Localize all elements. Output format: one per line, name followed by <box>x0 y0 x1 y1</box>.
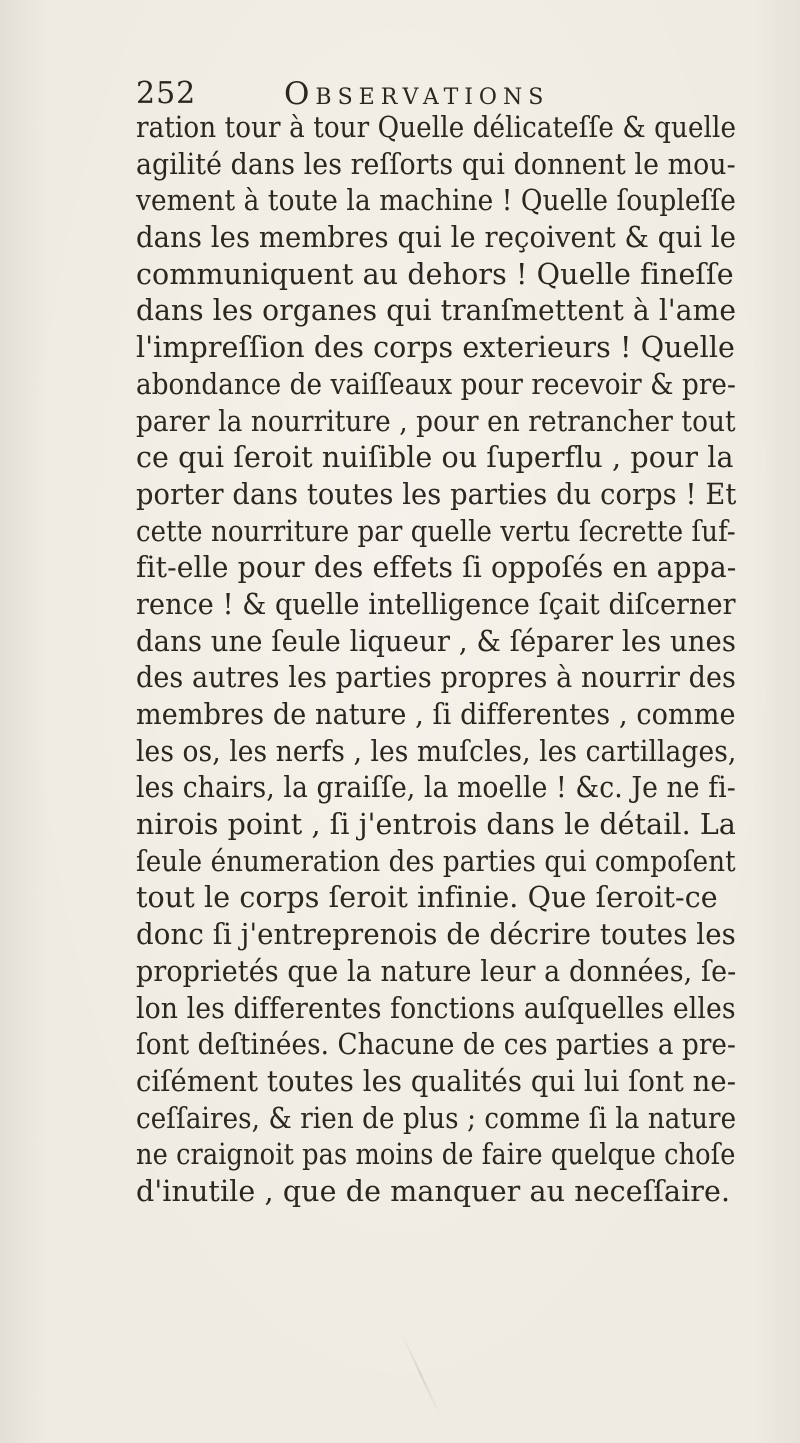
text-line: des autres les parties propres à nourrir des <box>136 661 736 695</box>
text-line: communiquent au dehors ! Quelle fineſſe <box>136 257 734 291</box>
text-line: cette nourriture par quelle vertu ſecrette ſuf- <box>136 514 736 548</box>
text-line: rence ! & quelle intelligence ſçait diſcerner <box>136 587 736 621</box>
text-line: ciſément toutes les qualités qui lui ſont ne- <box>136 1064 737 1098</box>
page-number: 252 <box>136 76 197 111</box>
text-line: ſont deſtinées. Chacune de ces parties a pre- <box>136 1028 736 1062</box>
text-line: les os, les nerfs , les muſcles, les cartillages, <box>136 734 737 768</box>
text-line: proprietés que la nature leur a données, ſe- <box>136 954 737 988</box>
paper-mark <box>401 1334 441 1416</box>
running-head: Observations <box>284 76 550 112</box>
text-line: agilité dans les reſſorts qui donnent le mou- <box>136 147 736 181</box>
text-line: d'inutile , que de manquer au neceſſaire. <box>136 1174 731 1208</box>
page-header <box>136 72 676 112</box>
body-text <box>136 110 736 1211</box>
text-line: vement à toute la machine ! Quelle ſoupleſſe <box>136 184 736 218</box>
text-line: ce qui ſeroit nuiſible ou ſuperflu , pour la <box>136 441 734 475</box>
text-line: fit-elle pour des effets ſi oppoſés en appa- <box>136 551 737 585</box>
text-line: parer la nourriture , pour en retrancher tout <box>136 404 736 438</box>
text-line: abondance de vaiſſeaux pour recevoir & pre- <box>136 367 736 401</box>
text-line: ration tour à tour Quelle délicateſſe & quelle <box>136 111 737 144</box>
text-line: nirois point , ſi j'entrois dans le détail. La <box>136 808 736 842</box>
text-line: porter dans toutes les parties du corps ! Et <box>136 477 737 511</box>
text-line: ſeule énumeration des parties qui compoſent <box>136 844 736 878</box>
text-line: dans les organes qui tranſmettent à l'ame <box>136 294 737 328</box>
text-line: ne craignoit pas moins de faire quelque choſe <box>136 1138 736 1172</box>
text-line: donc ſi j'entreprenois de décrire toutes les <box>136 918 736 952</box>
text-line: lon les differentes fonctions auſquelles elles <box>136 991 736 1025</box>
text-line: dans les membres qui le reçoivent & qui le <box>136 221 737 255</box>
text-line: dans une ſeule liqueur , & ſéparer les unes <box>136 624 736 658</box>
text-line: les chairs, la graiſſe, la moelle ! &c. Je ne fi- <box>136 771 736 805</box>
text-line: tout le corps ſeroit infinie. Que ſeroit-ce <box>136 881 718 915</box>
text-line: l'impreſſion des corps exterieurs ! Quelle <box>136 331 735 365</box>
text-line: ceſſaires, & rien de plus ; comme ſi la nature <box>136 1101 737 1135</box>
text-line: membres de nature , ſi differentes , comme <box>136 698 736 731</box>
